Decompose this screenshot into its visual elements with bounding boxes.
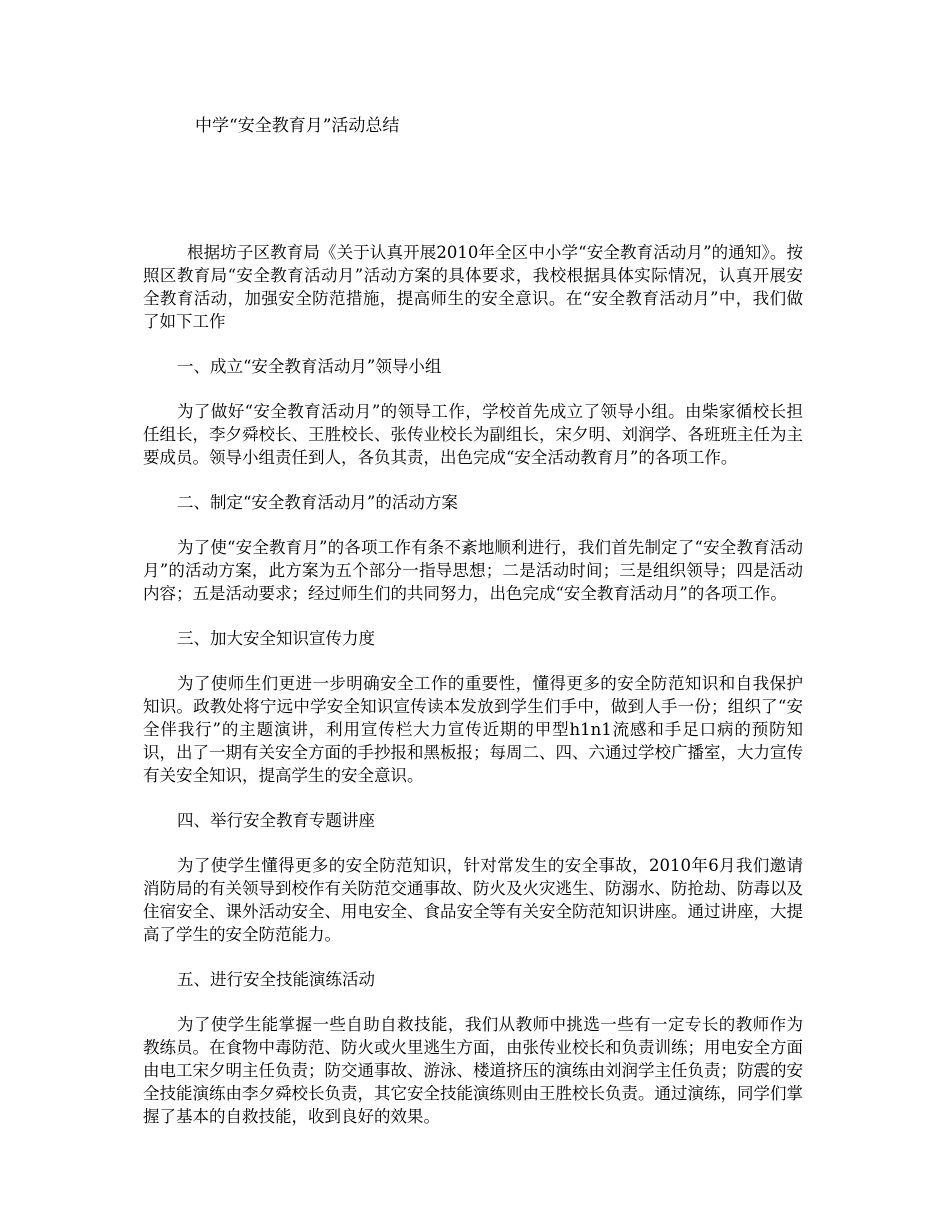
intro-paragraph: 根据坊子区教育局《关于认真开展2010年全区中小学“安全教育活动月”的通知》。按照区教育局“安全教育活动月”活动方案的具体要求，我校根据具体实际情况，认真开展安全教育活动，加强安全防范措施，提高师生的安全意识。在“安全教育活动月”中，我们做了如下工作	[143, 243, 803, 331]
section-paragraph-3: 为了使师生们更进一步明确安全工作的重要性，懂得更多的安全防范知识和自我保护知识。政教处将宁远中学安全知识宣传读本发放到学生们手中，做到人手一份；组织了“安全伴我行”的主题演讲，利用宣传栏大力宣传近期的甲型h1n1流感和手足口病的预防知识，出了一期有关安全方面的手抄报和黑板报；每周二、四、六通过学校广播室，大力宣传有关安全知识，提高学生的安全意识。	[143, 674, 803, 785]
document-title: 中学“安全教育月”活动总结	[195, 116, 400, 136]
section-heading-4: 四、举行安全教育专题讲座	[177, 811, 375, 830]
section-heading-1: 一、成立“安全教育活动月”领导小组	[177, 357, 442, 376]
section-heading-5: 五、进行安全技能演练活动	[177, 970, 375, 989]
document-body	[143, 241, 803, 1150]
section-heading-3: 三、加大安全知识宣传力度	[177, 629, 375, 648]
section-paragraph-4: 为了使学生懂得更多的安全防范知识，针对常发生的安全事故，2010年6月我们邀请消防局的有关领导到校作有关防范交通事故、防火及火灾逃生、防溺水、防抢劫、防毒以及住宿安全、课外活动安全、用电安全、食品安全等有关安全防范知识讲座。通过讲座，大提高了学生的安全防范能力。	[143, 856, 803, 944]
section-heading-2: 二、制定“安全教育活动月”的活动方案	[177, 493, 458, 512]
section-paragraph-5: 为了使学生能掌握一些自助自救技能，我们从教师中挑选一些有一定专长的教师作为教练员。在食物中毒防范、防火或火里逃生方面，由张传业校长和负责训练；用电安全方面由电工宋夕明主任负责；防交通事故、游泳、楼道挤压的演练由刘润学主任负责；防震的安全技能演练由李夕舜校长负责，其它安全技能演练则由王胜校长负责。通过演练，同学们掌握了基本的自救技能，收到良好的效果。	[143, 1015, 803, 1126]
section-paragraph-1: 为了做好“安全教育活动月”的领导工作，学校首先成立了领导小组。由柴家循校长担任组长，李夕舜校长、王胜校长、张传业校长为副组长，宋夕明、刘润学、各班班主任为主要成员。领导小组责任到人，各负其责，出色完成“安全活动教育月”的各项工作。	[143, 402, 803, 467]
section-paragraph-2: 为了使“安全教育月”的各项工作有条不紊地顺利进行，我们首先制定了“安全教育活动月”的活动方案，此方案为五个部分一指导思想；二是活动时间；三是组织领导；四是活动内容；五是活动要求；经过师生们的共同努力，出色完成“安全教育活动月”的各项工作。	[143, 538, 803, 603]
